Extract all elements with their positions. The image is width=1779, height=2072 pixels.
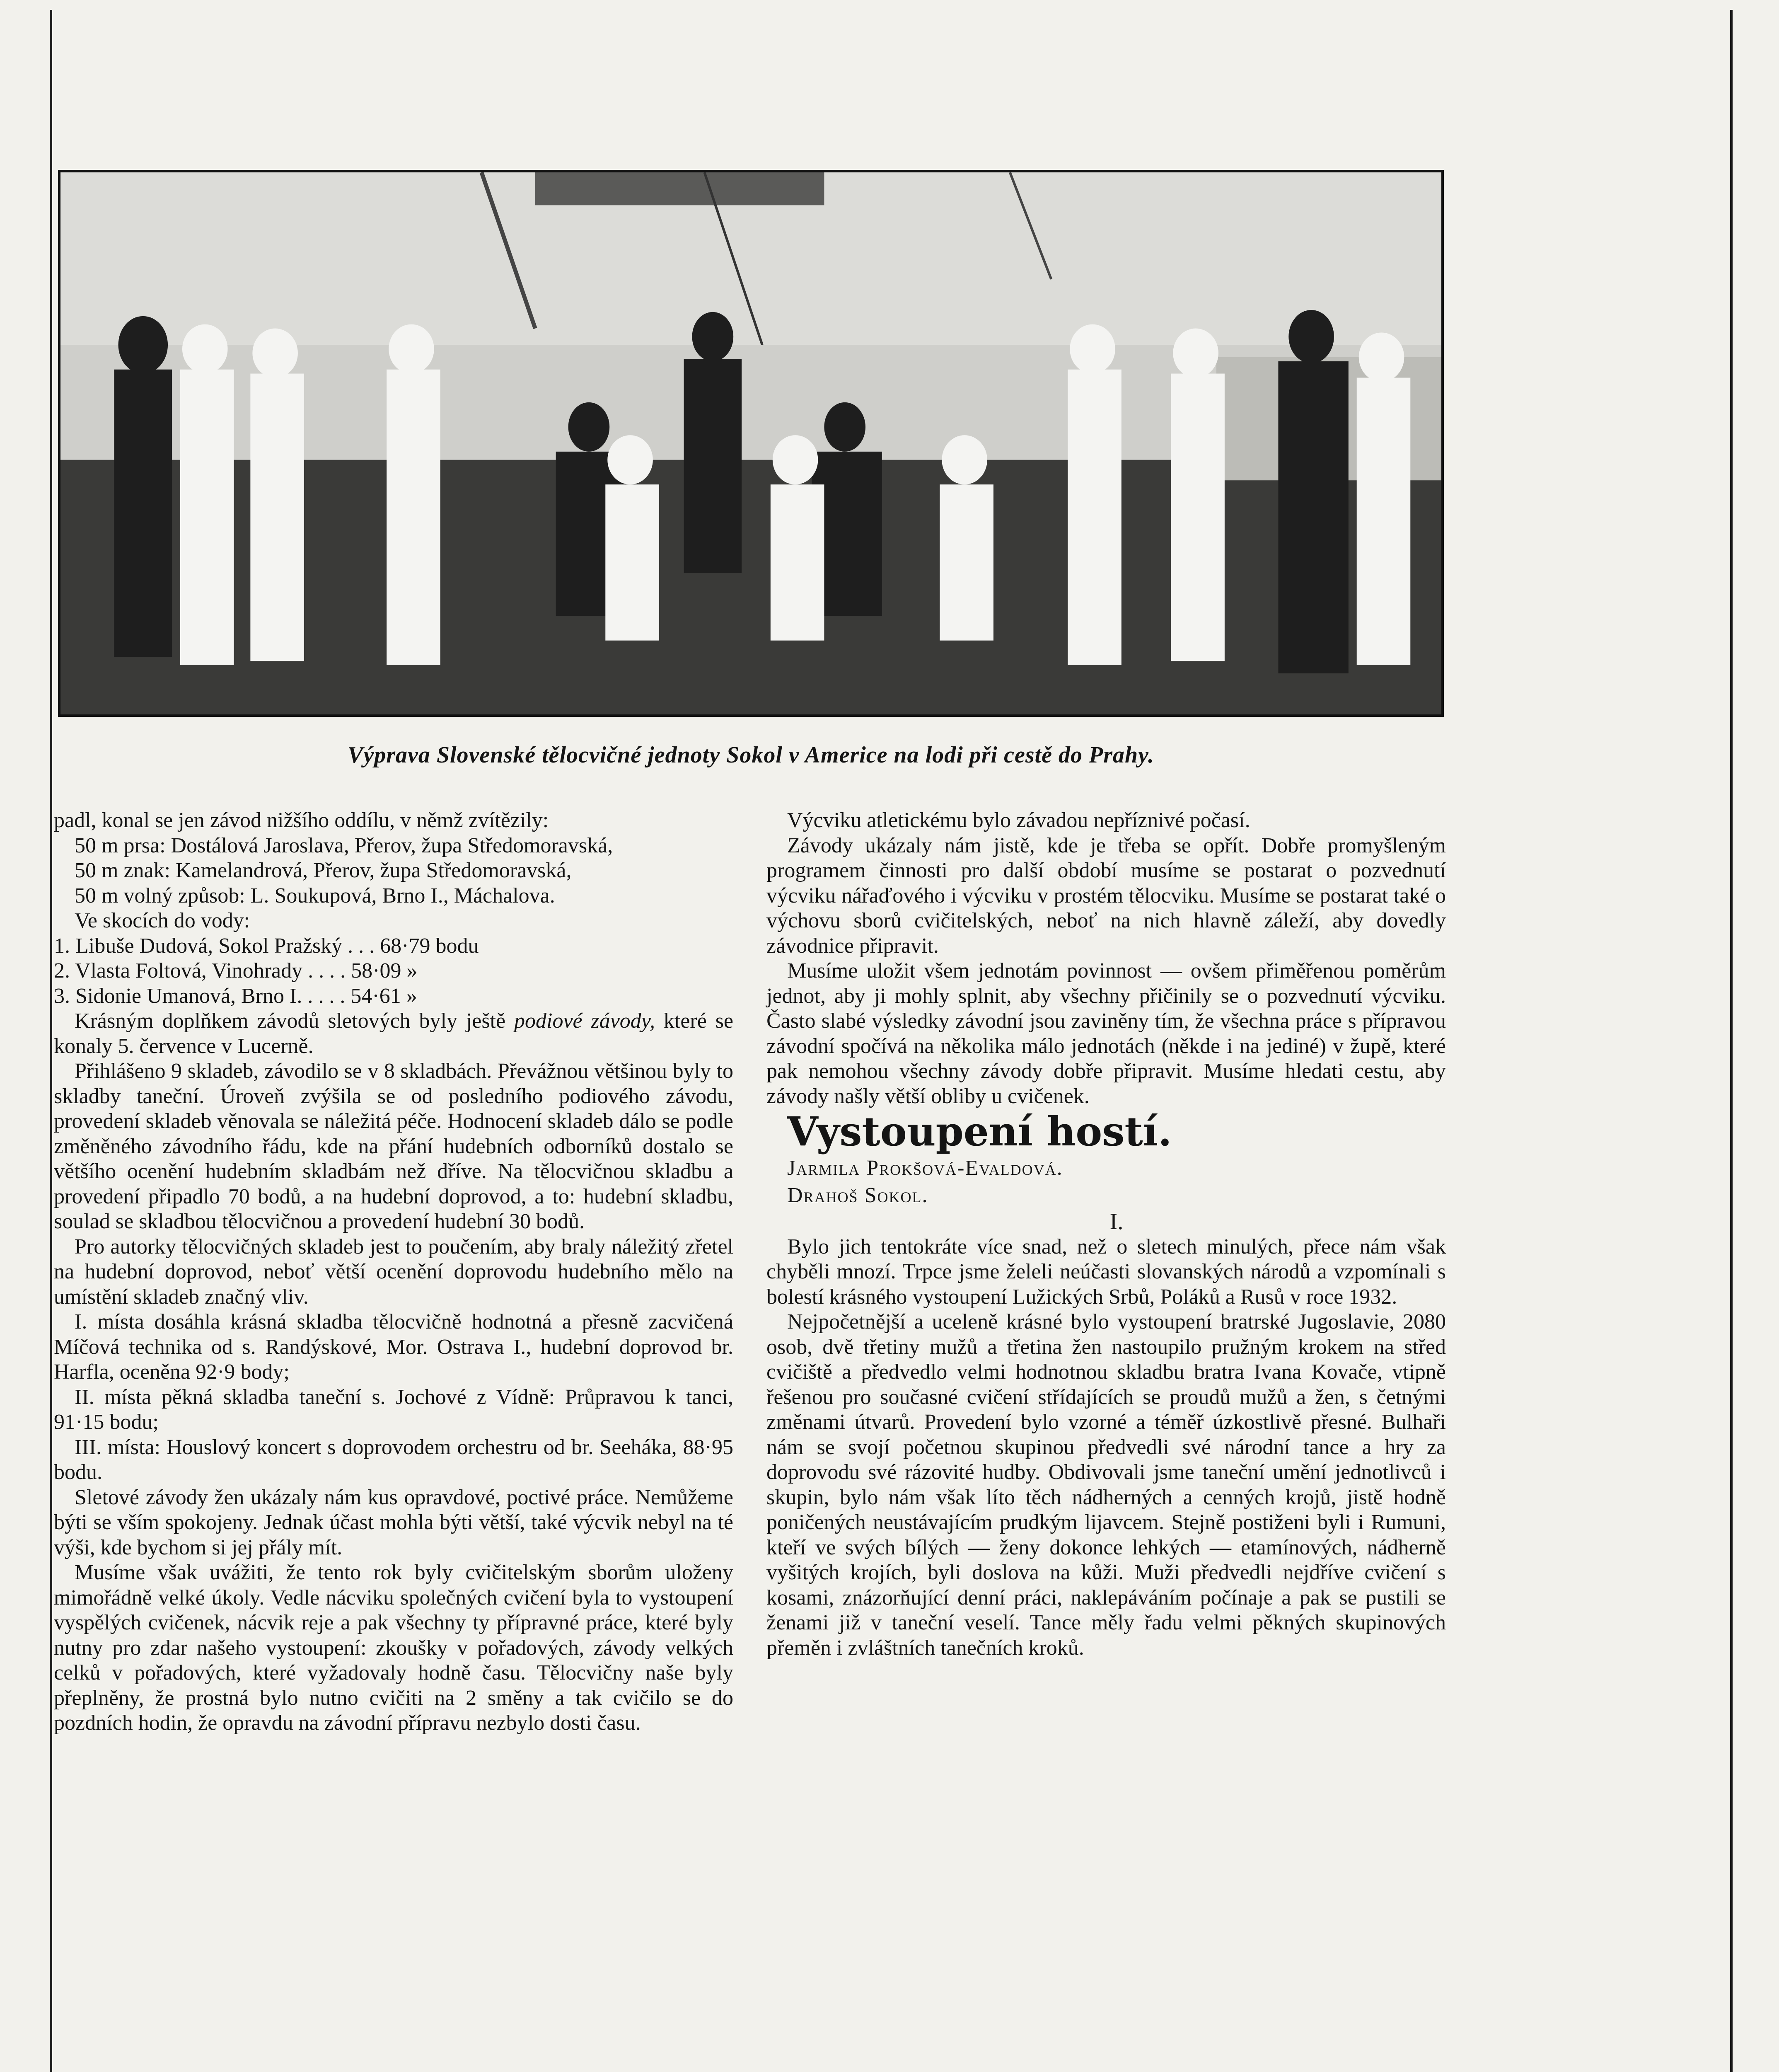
diving-result: 3. Sidonie Umanová, Brno I. . . . . 54·61 »	[54, 984, 417, 1008]
paragraph: Závody ukázaly nám jistě, kde je třeba se opřít. Dobře promyšleným programem činnosti pro další období musíme se postarat o pozvednutí výcviku nářaďového i výcviku v prostém tělocviku. Musíme se postarat také o výchovu sborů cvičitelských, neboť na nich hlavně záleží, aby dovedly závodnice připravit.	[766, 833, 1446, 958]
paragraph: II. místa pěkná skladba taneční s. Jochové z Vídně: Průpravou k tanci, 91·15 bodu;	[54, 1385, 733, 1434]
paragraph: Sletové závody žen ukázaly nám kus opravdové, poctivé práce. Nemůžeme býti se vším spokojeny. Jednak účast mohla býti větší, také výcvik nebyl na té výši, kde bychom si jej přály mít.	[54, 1485, 733, 1559]
paragraph: Nejpočetnější a uceleně krásné bylo vystoupení bratrské Jugoslavie, 2080 osob, dvě třetiny mužů a třetina žen nastoupilo pružným krokem na střed cvičiště a předvedlo velmi hodnotnou skladbu bratra Ivana Kovače, vtipně řešenou pro současné cvičení střídajících se proudů mužů a žen, s četnými změnami útvarů. Provedení bylo vzorné a téměř úzkostlivě přesné. Bulhaři nám se svojí početnou skupinou předvedli své národní tance a hry za doprovodu své rázovité hudby. Obdivovali jsme taneční umění jednotlivců i skupin, bylo nám však líto těch nádherných a cenných krojů, jistě hodně poničených neustávajícím prudkým lijavcem. Stejně postiženi byli i Rumuni, kteří ve svých bílých — ženy dokonce lehkých — etamínových, nádherně vyšitých krojích, byli doslova na kůži. Muži předvedli nejdříve cvičení s kosami, znázorňující denní práci, naklepáváním počínaje a pak se pustili se ženami již v taneční veselí. Tance měly řadu velmi pěkných skupinových přeměn i zvláštních tanečních kroků.	[766, 1310, 1446, 1660]
right-column	[766, 808, 1446, 1661]
emphasis: podiové závody,	[514, 1009, 655, 1033]
photo-illustration	[60, 172, 1441, 714]
paragraph: Pro autorky tělocvičných skladeb jest to poučením, aby braly náležitý zřetel na hudební doprovod, neboť větší ocenění doprovodu hudebního mělo na umístění skladeb značný vliv.	[54, 1234, 733, 1309]
text: Krásným doplňkem závodů sletových byly ještě	[75, 1009, 515, 1033]
text: které se konaly 5. července v Lucerně.	[54, 1009, 734, 1058]
result-line: 50 m znak: Kamelandrová, Přerov, župa Středomoravská,	[75, 859, 572, 882]
result-line: 50 m volný způsob: L. Soukupová, Brno I., Máchalova.	[75, 884, 555, 908]
diving-result: 2. Vlasta Foltová, Vinohrady . . . . 58·09 »	[54, 959, 418, 983]
section-title: Vystoupení hostí.	[787, 1108, 1172, 1155]
diving-intro: Ve skocích do vody:	[75, 909, 250, 932]
paragraph: padl, konal se jen závod nižšího oddílu, v němž zvítězily:	[54, 808, 549, 832]
paragraph: Musíme uložit všem jednotám povinnost — ovšem přiměřenou poměrům jednot, aby ji mohly splnit, aby všechny přičinily se o pozvednutí výcviku. Často slabé výsledky závodní jsou zaviněny tím, že všechna práce s přípravou závodní spočívá na několika málo jednotách (někde i na jediné) v župě, které pak nemohou všechny závody dobře připravit. Musíme hledati cestu, aby závody našly větší obliby u cvičenek.	[766, 959, 1446, 1108]
author-line: Drahoš Sokol.	[787, 1184, 928, 1207]
group-photo	[58, 170, 1444, 717]
photo-caption: Výprava Slovenské tělocvičné jednoty Sokol v Americe na lodi při cestě do Prahy.	[348, 742, 1154, 768]
left-column	[54, 808, 733, 1736]
author-line: Jarmila Prokšová-Evaldová.	[787, 1156, 1063, 1180]
paragraph: I. místa dosáhla krásná skladba tělocvičně hodnotná a přesně zacvičená Míčová technika od s. Randýskové, Mor. Ostrava I., hudební doprovod br. Harfla, oceněna 92·9 body;	[54, 1310, 733, 1384]
paragraph: Musíme však uvážiti, že tento rok byly cvičitelským sborům uloženy mimořádně velké úkoly. Vedle nácviku společných cvičení byla to vystoupení vyspělých cvičenek, nácvik reje a pak všechny ty přípravné práce, které byly nutny pro zdar našeho vystoupení: zkoušky v pořadových, závody velkých celků v pořadových, které vyžadovaly hodně času. Tělocvičny naše byly přeplněny, že prostná bylo nutno cvičiti na 2 směny a tak cvičilo se do pozdních hodin, že opravdu na závodní přípravu nezbylo dosti času.	[54, 1561, 733, 1735]
paragraph: Výcviku atletickému bylo závadou nepříznivé počasí.	[787, 808, 1250, 832]
paragraph: Přihlášeno 9 skladeb, závodilo se v 8 skladbách. Převážnou většinou byly to skladby taneční. Úroveň zvýšila se od posledního podiového závodu, provedení skladeb věnovala se náležitá péče. Hodnocení skladeb dálo se podle změněného závodního řádu, kde na přání hudebních odborníků dostalo se většího ocenění hudebním skladbám než dříve. Na tělocvičnou skladbu a provedení připadlo 70 bodů, a na hudební doprovod, a to: hudební skladbu, soulad se skladbou tělocvičnou a provedení hudební 30 bodů.	[54, 1059, 733, 1233]
paragraph: Bylo jich tentokráte více snad, než o sletech minulých, přece nám však chyběli mnozí. Trpce jsme želeli neúčasti slovanských národů a vzpomínali s bolestí krásného vystoupení Lužických Srbů, Poláků a Rusů v roce 1932.	[766, 1234, 1446, 1309]
section-number: I.	[1109, 1209, 1124, 1234]
diving-result: 1. Libuše Dudová, Sokol Pražský . . . 68·79 bodu	[54, 934, 479, 958]
paragraph: III. místa: Houslový koncert s doprovodem orchestru od br. Seeháka, 88·95 bodu.	[54, 1435, 733, 1484]
result-line: 50 m prsa: Dostálová Jaroslava, Přerov, župa Středomoravská,	[75, 833, 613, 857]
paragraph	[54, 1009, 733, 1059]
